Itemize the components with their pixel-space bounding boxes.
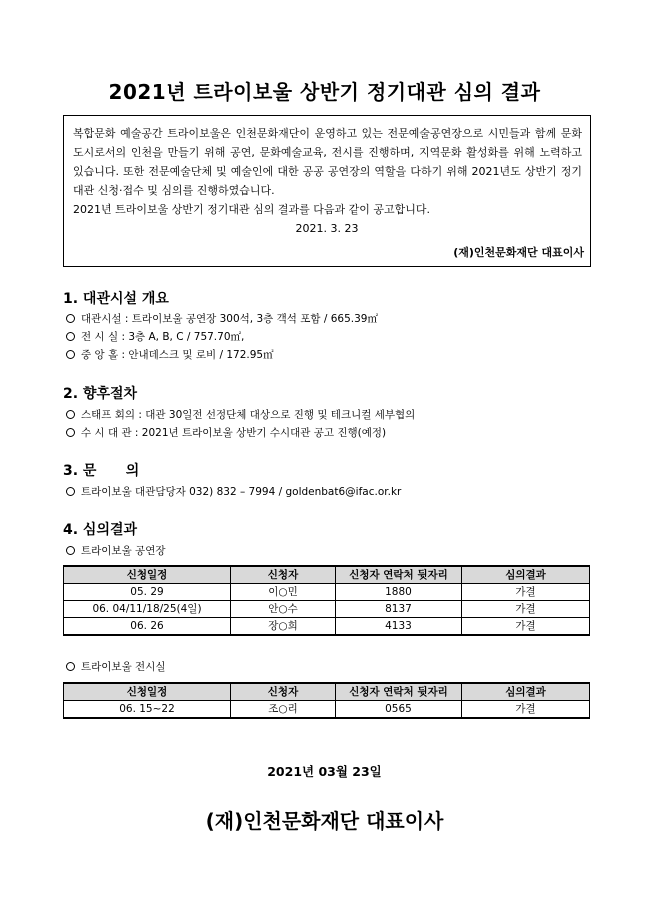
cell-result: 가결 xyxy=(462,701,590,719)
cell-result: 가결 xyxy=(462,601,590,618)
header-contact: 신청자 연락처 뒷자리 xyxy=(336,683,462,701)
table-1-label xyxy=(66,543,165,558)
section-3-heading: 3. 문 의 xyxy=(63,463,140,479)
cell-applicant: 조○리 xyxy=(231,701,336,719)
footer-date: 2021년 03월 23일 xyxy=(267,764,382,779)
header-schedule: 신청일정 xyxy=(64,566,231,584)
hall-result-table xyxy=(63,565,590,636)
list-item xyxy=(66,311,378,326)
notice-signature: (재)인천문화재단 대표이사 xyxy=(453,246,584,259)
header-contact: 신청자 연락처 뒷자리 xyxy=(336,566,462,584)
list-item-text: 대관시설 : 트라이보울 공연장 300석, 3층 객석 포함 / 665.39㎡ xyxy=(81,313,378,325)
table-row xyxy=(64,618,590,636)
section-1-heading: 1. 대관시설 개요 xyxy=(63,291,169,307)
notice-body-text-2: 2021년 트라이보울 상반기 정기대관 심의 결과를 다음과 같이 공고합니다. xyxy=(73,203,430,216)
list-item-text: 중 앙 홀 : 안내데스크 및 로비 / 172.95㎡ xyxy=(81,349,274,361)
cell-contact: 8137 xyxy=(336,601,462,618)
list-item-text: 수 시 대 관 : 2021년 트라이보울 상반기 수시대관 공고 진행(예정) xyxy=(81,427,387,439)
cell-schedule: 05. 29 xyxy=(64,584,231,601)
list-item xyxy=(66,425,386,440)
circle-bullet-icon xyxy=(66,662,75,671)
circle-bullet-icon xyxy=(66,487,75,496)
cell-result: 가결 xyxy=(462,584,590,601)
list-item-text: 스태프 회의 : 대관 30일전 선정단체 대상으로 진행 및 테크니컬 세부협의 xyxy=(81,409,416,421)
circle-bullet-icon xyxy=(66,350,75,359)
cell-schedule: 06. 26 xyxy=(64,618,231,636)
circle-bullet-icon xyxy=(66,410,75,419)
page-title: 2021년 트라이보울 상반기 정기대관 심의 결과 xyxy=(108,80,541,104)
table-2-label xyxy=(66,659,165,674)
list-item xyxy=(66,347,274,362)
notice-date: 2021. 3. 23 xyxy=(295,222,359,235)
notice-body-text: 복합문화 예술공간 트라이보울은 인천문화재단이 운영하고 있는 전문예술공연장으로 시민들과 함께 문화도시로서의 인천을 만들기 위해 공연, 문화예술교육, 전시를 진행하며, 지역문화 활성화를 위해 노력하고 있습니다. 또한 전문예술단체 및 예술인에 대한 공공 공연장의 역할을 다하기 위해 2021년도 상반기 정기대관 신청·접수 및 심의를 진행하였습니다. xyxy=(73,127,582,197)
notice-body xyxy=(73,124,582,219)
footer-organization: (재)인천문화재단 대표이사 xyxy=(205,809,444,833)
header-applicant: 신청자 xyxy=(231,683,336,701)
contact-text: 트라이보울 대관담당자 032) 832 – 7994 / goldenbat6@ifac.or.kr xyxy=(81,486,402,498)
table-1-label-text: 트라이보울 공연장 xyxy=(81,545,166,557)
notice-box xyxy=(63,115,591,267)
header-result: 심의결과 xyxy=(462,683,590,701)
circle-bullet-icon xyxy=(66,546,75,555)
section-2-heading: 2. 향후절차 xyxy=(63,386,138,402)
cell-applicant: 장○희 xyxy=(231,618,336,636)
section-4-heading: 4. 심의결과 xyxy=(63,522,138,538)
cell-applicant: 이○민 xyxy=(231,584,336,601)
header-result: 심의결과 xyxy=(462,566,590,584)
cell-contact: 1880 xyxy=(336,584,462,601)
table-row xyxy=(64,601,590,618)
header-applicant: 신청자 xyxy=(231,566,336,584)
cell-result: 가결 xyxy=(462,618,590,636)
list-item-text: 전 시 실 : 3층 A, B, C / 757.70㎡, xyxy=(81,331,245,343)
circle-bullet-icon xyxy=(66,332,75,341)
table-row xyxy=(64,701,590,719)
table-row xyxy=(64,584,590,601)
table-header-row xyxy=(64,566,590,584)
circle-bullet-icon xyxy=(66,428,75,437)
list-item xyxy=(66,484,401,499)
cell-applicant: 안○수 xyxy=(231,601,336,618)
cell-schedule: 06. 04/11/18/25(4일) xyxy=(64,601,231,618)
table-header-row xyxy=(64,683,590,701)
list-item xyxy=(66,407,415,422)
header-schedule: 신청일정 xyxy=(64,683,231,701)
cell-contact: 4133 xyxy=(336,618,462,636)
list-item xyxy=(66,329,244,344)
gallery-result-table xyxy=(63,682,590,719)
circle-bullet-icon xyxy=(66,314,75,323)
table-2-label-text: 트라이보울 전시실 xyxy=(81,661,166,673)
cell-contact: 0565 xyxy=(336,701,462,719)
cell-schedule: 06. 15~22 xyxy=(64,701,231,719)
